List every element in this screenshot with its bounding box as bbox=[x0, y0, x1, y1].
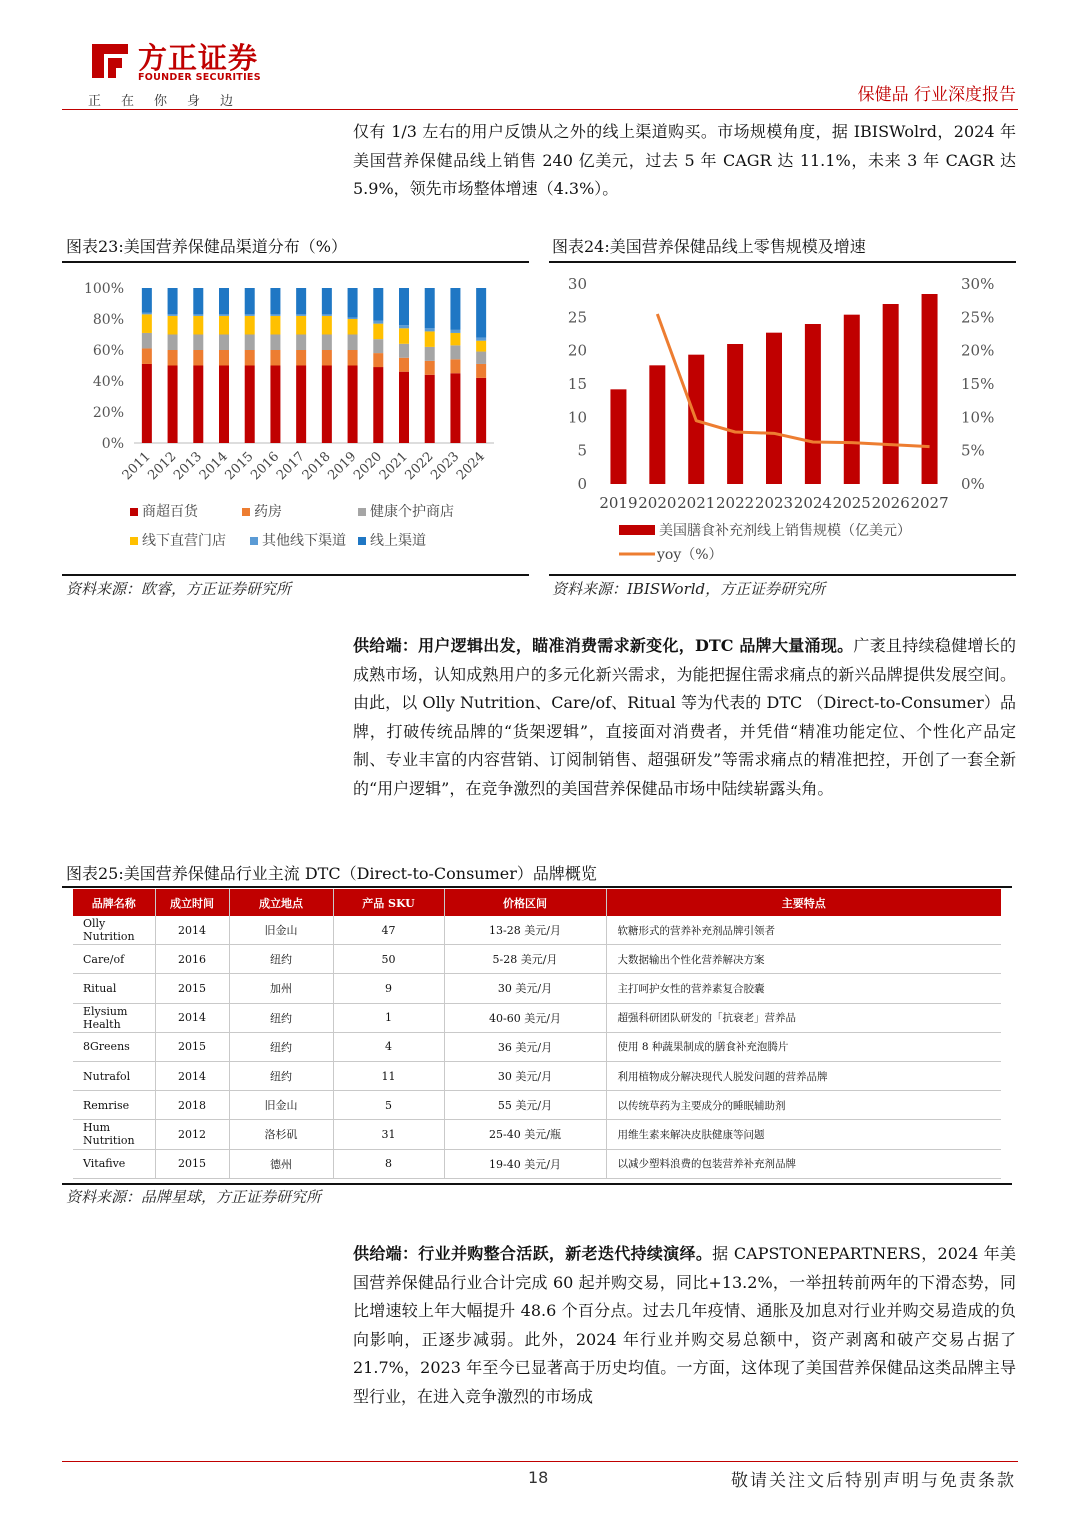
col-header-price: 价格区间 bbox=[444, 889, 606, 916]
cell-location: 纽约 bbox=[229, 1003, 333, 1032]
bar-segment bbox=[168, 314, 178, 316]
bar-segment bbox=[348, 350, 358, 366]
bar-segment bbox=[450, 373, 460, 443]
y-tick-label: 40% bbox=[92, 374, 124, 390]
x-tick-label: 2025 bbox=[832, 494, 871, 512]
y-tick-label: 20% bbox=[92, 405, 124, 421]
cell-sku: 8 bbox=[333, 1149, 444, 1178]
bar bbox=[610, 389, 626, 484]
legend-label: 健康个护商店 bbox=[370, 504, 454, 520]
bar-segment bbox=[193, 314, 203, 316]
cell-location: 旧金山 bbox=[229, 916, 333, 945]
y-tick-label-left: 10 bbox=[567, 408, 587, 427]
table-row bbox=[73, 974, 1001, 1003]
bar-segment bbox=[168, 288, 178, 314]
cell-location: 洛杉矶 bbox=[229, 1120, 333, 1149]
fig24-bar-line-chart bbox=[549, 266, 1016, 566]
cell-price: 30 美元/月 bbox=[444, 974, 606, 1003]
bar-segment bbox=[219, 366, 229, 444]
cell-location: 纽约 bbox=[229, 1061, 333, 1090]
bar bbox=[922, 294, 938, 484]
col-header-founded: 成立时间 bbox=[155, 889, 229, 916]
fig23-source: 资料来源：欧睿，方正证券研究所 bbox=[66, 580, 292, 598]
x-tick-label: 2011 bbox=[119, 449, 154, 484]
bar-segment bbox=[245, 314, 255, 316]
bar bbox=[766, 333, 782, 484]
legend-swatch bbox=[619, 525, 655, 535]
cell-price: 5-28 美元/月 bbox=[444, 945, 606, 974]
section2-body: 据 CAPSTONEPARTNERS，2024 年美国营养保健品行业合计完成 60 起并购交易，同比+13.2%，一举扭转前两年的下滑态势，同比增速较上年大幅提升 48.6 个百分点。过去几年疫情、通胀及加息对行业并购交易造成的负向影响，正逐步减弱。此外，2024 年行业并购交易总额中，资产剥离和破产交易占据了 21.7%，2023 年至今已显著高于历史均值。一方面，这体现了美国营养保健品这类品牌主导型行业，在进入竞争激烈的市场成 bbox=[353, 1244, 1016, 1406]
col-header-brand: 品牌名称 bbox=[73, 889, 155, 916]
legend-label: 线下直营门店 bbox=[142, 533, 226, 549]
y-tick-label-right: 15% bbox=[961, 375, 995, 393]
cell-sku: 50 bbox=[333, 945, 444, 974]
bar-segment bbox=[168, 335, 178, 351]
bar-segment bbox=[193, 366, 203, 444]
cell-features: 使用 8 种蔬果制成的膳食补充泡腾片 bbox=[606, 1032, 1001, 1061]
cell-price: 25-40 美元/瓶 bbox=[444, 1120, 606, 1149]
bar-segment bbox=[348, 335, 358, 351]
bar-segment bbox=[425, 361, 435, 375]
cell-sku: 9 bbox=[333, 974, 444, 1003]
fig23-stacked-bar-chart bbox=[62, 266, 529, 566]
brand-slogan: 正在你身边 bbox=[88, 94, 254, 109]
y-tick-label: 100% bbox=[83, 281, 124, 297]
legend-swatch bbox=[358, 537, 366, 545]
y-tick-label-left: 0 bbox=[577, 475, 587, 493]
fig25-bottom-rule bbox=[62, 1183, 1012, 1185]
section2-lead: 供给端：行业并购整合活跃，新老迭代持续演绎。 bbox=[353, 1244, 713, 1263]
cell-founded: 2015 bbox=[155, 1149, 229, 1178]
bar-segment bbox=[348, 288, 358, 317]
cell-location: 旧金山 bbox=[229, 1091, 333, 1120]
table-header-row bbox=[73, 889, 1001, 916]
fig24-title: 图表24:美国营养保健品线上零售规模及增速 bbox=[552, 237, 866, 256]
fig23-top-rule bbox=[62, 261, 529, 263]
cell-price: 13-28 美元/月 bbox=[444, 916, 606, 945]
bar bbox=[727, 344, 743, 484]
cell-location: 纽约 bbox=[229, 945, 333, 974]
bar-segment bbox=[399, 358, 409, 372]
cell-brand: Remrise bbox=[73, 1091, 155, 1120]
bar-segment bbox=[476, 364, 486, 378]
intro-paragraph: 仅有 1/3 左右的用户反馈从之外的线上渠道购买。市场规模角度，据 IBISWolrd，2024 年美国营养保健品线上销售 240 亿美元，过去 5 年 CAGR 达 11.1%，未来 3 年 CAGR 达 5.9%，领先市场整体增速（4.3%）。 bbox=[353, 122, 1016, 198]
bar-segment bbox=[348, 317, 358, 319]
bar-segment bbox=[373, 367, 383, 443]
bar-segment bbox=[348, 366, 358, 444]
bar-segment bbox=[193, 316, 203, 335]
bar-segment bbox=[373, 353, 383, 367]
cell-price: 40-60 美元/月 bbox=[444, 1003, 606, 1032]
bar-segment bbox=[322, 335, 332, 351]
fig23-title: 图表23:美国营养保健品渠道分布（%） bbox=[66, 237, 347, 256]
y-tick-label-left: 20 bbox=[567, 341, 587, 360]
x-tick-label: 2015 bbox=[222, 449, 257, 484]
bar-segment bbox=[142, 348, 152, 364]
bar-segment bbox=[193, 288, 203, 314]
bar-segment bbox=[219, 350, 229, 366]
y-tick-label-left: 25 bbox=[567, 308, 587, 327]
cell-sku: 1 bbox=[333, 1003, 444, 1032]
bar-segment bbox=[322, 366, 332, 444]
header-divider bbox=[62, 109, 1018, 110]
bar-segment bbox=[373, 288, 383, 321]
x-tick-label: 2020 bbox=[638, 494, 677, 512]
cell-brand: 8Greens bbox=[73, 1032, 155, 1061]
x-tick-label: 2021 bbox=[376, 449, 411, 484]
cell-brand: Ritual bbox=[73, 974, 155, 1003]
bar bbox=[883, 304, 899, 484]
cell-features: 大数据输出个性化营养解决方案 bbox=[606, 945, 1001, 974]
table-row bbox=[73, 1120, 1001, 1149]
bar-segment bbox=[219, 316, 229, 335]
bar-segment bbox=[296, 288, 306, 314]
bar-segment bbox=[296, 314, 306, 316]
y-tick-label: 0% bbox=[101, 436, 124, 452]
table-row bbox=[73, 1003, 1001, 1032]
fig24-top-rule bbox=[549, 261, 1016, 263]
legend-swatch bbox=[250, 537, 258, 545]
bar bbox=[805, 324, 821, 484]
x-tick-label: 2023 bbox=[754, 494, 794, 512]
cell-features: 利用植物成分解决现代人脱发问题的营养品牌 bbox=[606, 1061, 1001, 1090]
bar-segment bbox=[219, 335, 229, 351]
cell-features: 主打呵护女性的营养素复合胶囊 bbox=[606, 974, 1001, 1003]
legend-swatch bbox=[242, 508, 250, 516]
bar-segment bbox=[142, 314, 152, 333]
legend-swatch bbox=[130, 508, 138, 516]
fig25-top-rule bbox=[62, 886, 1012, 888]
bar-segment bbox=[193, 350, 203, 366]
x-tick-label: 2026 bbox=[871, 494, 910, 512]
bar-segment bbox=[296, 350, 306, 366]
legend-label: 药房 bbox=[254, 504, 282, 520]
bar-segment bbox=[450, 288, 460, 330]
bar-segment bbox=[322, 288, 332, 314]
bar-segment bbox=[296, 335, 306, 351]
bar-segment bbox=[322, 350, 332, 366]
bar-segment bbox=[373, 339, 383, 353]
bar-segment bbox=[425, 288, 435, 328]
bar-segment bbox=[296, 316, 306, 335]
legend-label: 美国膳食补充剂线上销售规模（亿美元） bbox=[659, 523, 911, 539]
bar-segment bbox=[168, 366, 178, 444]
x-tick-label: 2019 bbox=[599, 494, 638, 512]
x-tick-label: 2018 bbox=[299, 449, 334, 484]
cell-features: 以传统草药为主要成分的睡眠辅助剂 bbox=[606, 1091, 1001, 1120]
section1-lead: 供给端：用户逻辑出发，瞄准消费需求新变化，DTC 品牌大量涌现。 bbox=[353, 636, 854, 655]
cell-location: 纽约 bbox=[229, 1032, 333, 1061]
cell-sku: 31 bbox=[333, 1120, 444, 1149]
fig24-source: 资料来源：IBISWorld，方正证券研究所 bbox=[552, 580, 826, 598]
y-tick-label-right: 20% bbox=[961, 341, 995, 360]
bar-segment bbox=[399, 372, 409, 443]
x-tick-label: 2013 bbox=[171, 449, 206, 484]
bar-segment bbox=[245, 366, 255, 444]
report-category-label: 保健品 行业深度报告 bbox=[857, 85, 1016, 105]
table-row bbox=[73, 916, 1001, 945]
bar-segment bbox=[373, 324, 383, 340]
cell-founded: 2014 bbox=[155, 1061, 229, 1090]
bar-segment bbox=[142, 288, 152, 313]
x-tick-label: 2024 bbox=[793, 494, 832, 512]
cell-brand: Vitafive bbox=[73, 1149, 155, 1178]
legend-label: 线上渠道 bbox=[370, 533, 426, 549]
x-tick-label: 2027 bbox=[910, 494, 949, 512]
table-row bbox=[73, 1061, 1001, 1090]
x-tick-label: 2016 bbox=[248, 449, 283, 484]
fig25-source: 资料来源：品牌星球，方正证券研究所 bbox=[66, 1188, 322, 1206]
section2-paragraph bbox=[353, 1240, 1016, 1411]
bar-segment bbox=[270, 366, 280, 444]
cell-sku: 47 bbox=[333, 916, 444, 945]
bar-segment bbox=[245, 288, 255, 314]
y-tick-label: 80% bbox=[92, 312, 124, 328]
y-tick-label-right: 5% bbox=[961, 441, 985, 460]
bar-segment bbox=[219, 314, 229, 316]
y-tick-label-left: 30 bbox=[567, 275, 587, 293]
bar bbox=[844, 315, 860, 484]
x-tick-label: 2020 bbox=[351, 449, 386, 484]
cell-founded: 2015 bbox=[155, 1032, 229, 1061]
cell-sku: 5 bbox=[333, 1091, 444, 1120]
fig24-bottom-rule bbox=[549, 574, 1016, 576]
legend-swatch bbox=[130, 537, 138, 545]
bar-segment bbox=[322, 316, 332, 335]
legend-swatch bbox=[358, 508, 366, 516]
table-row bbox=[73, 1091, 1001, 1120]
cell-price: 30 美元/月 bbox=[444, 1061, 606, 1090]
page-number: 18 bbox=[528, 1468, 549, 1487]
bar-segment bbox=[425, 328, 435, 331]
bar-segment bbox=[476, 341, 486, 352]
bar-segment bbox=[399, 325, 409, 328]
x-tick-label: 2022 bbox=[716, 494, 755, 512]
footer-divider bbox=[62, 1461, 1018, 1462]
section1-paragraph bbox=[353, 632, 1016, 803]
bar-segment bbox=[348, 319, 358, 335]
bar-segment bbox=[270, 288, 280, 314]
bar-segment bbox=[476, 288, 486, 338]
bar-segment bbox=[450, 359, 460, 373]
legend-label: 商超百货 bbox=[142, 504, 198, 520]
bar-segment bbox=[425, 331, 435, 347]
bar-segment bbox=[270, 335, 280, 351]
x-tick-label: 2017 bbox=[273, 449, 308, 484]
bar-segment bbox=[399, 288, 409, 325]
bar-segment bbox=[142, 333, 152, 349]
cell-location: 加州 bbox=[229, 974, 333, 1003]
bar-segment bbox=[270, 314, 280, 316]
y-tick-label-right: 10% bbox=[961, 408, 995, 427]
founder-logo-mark bbox=[88, 38, 132, 82]
x-tick-label: 2021 bbox=[677, 494, 716, 512]
cell-founded: 2018 bbox=[155, 1091, 229, 1120]
bar-segment bbox=[245, 350, 255, 366]
x-tick-label: 2019 bbox=[325, 449, 360, 484]
cell-brand: Elysium Health bbox=[73, 1003, 155, 1032]
cell-founded: 2016 bbox=[155, 945, 229, 974]
bar-segment bbox=[476, 378, 486, 443]
col-header-features: 主要特点 bbox=[606, 889, 1001, 916]
cell-location: 德州 bbox=[229, 1149, 333, 1178]
cell-brand: Olly Nutrition bbox=[73, 916, 155, 945]
fig25-title: 图表25:美国营养保健品行业主流 DTC（Direct-to-Consumer）品牌概览 bbox=[66, 864, 597, 883]
x-tick-label: 2022 bbox=[402, 449, 437, 484]
bar-segment bbox=[296, 366, 306, 444]
bar-segment bbox=[450, 345, 460, 359]
y-tick-label-left: 5 bbox=[577, 441, 587, 460]
table-row bbox=[73, 1032, 1001, 1061]
section1-body: 广袤且持续稳健增长的成熟市场，认知成熟用户的多元化新兴需求，为能把握住需求痛点的新兴品牌提供发展空间。由此，以 Olly Nutrition、Care/of、Ritual 等为代表的 DTC （Direct-to-Consumer）品牌，打破传统品牌的“货架逻辑”，直接面对消费者，并凭借“精准功能定位、个性化产品定制、专业丰富的内容营销、订阅制销售、超强研发”等需求痛点的精准把控，开创了一套全新的“用户逻辑”，在竞争激烈的美国营养保健品市场中陆续崭露头角。 bbox=[353, 636, 1016, 798]
bar-segment bbox=[168, 350, 178, 366]
col-header-location: 成立地点 bbox=[229, 889, 333, 916]
bar-segment bbox=[245, 316, 255, 335]
cell-features: 以减少塑料浪费的包装营养补充剂品牌 bbox=[606, 1149, 1001, 1178]
y-tick-label: 60% bbox=[92, 343, 124, 359]
fig23-bottom-rule bbox=[62, 574, 529, 576]
bar-segment bbox=[476, 338, 486, 341]
bar-segment bbox=[450, 330, 460, 333]
cell-brand: Hum Nutrition bbox=[73, 1120, 155, 1149]
cell-brand: Nutrafol bbox=[73, 1061, 155, 1090]
bar-segment bbox=[450, 333, 460, 345]
cell-features: 软糖形式的营养补充剂品牌引领者 bbox=[606, 916, 1001, 945]
bar-segment bbox=[322, 314, 332, 316]
bar-segment bbox=[399, 328, 409, 344]
y-tick-label-right: 30% bbox=[961, 275, 995, 293]
cell-features: 用维生素来解决皮肤健康等问题 bbox=[606, 1120, 1001, 1149]
bar-segment bbox=[425, 347, 435, 361]
bar-segment bbox=[373, 321, 383, 324]
cell-price: 36 美元/月 bbox=[444, 1032, 606, 1061]
cell-features: 超强科研团队研发的「抗衰老」营养品 bbox=[606, 1003, 1001, 1032]
brand-name-en: FOUNDER SECURITIES bbox=[138, 72, 261, 83]
dtc-brand-table bbox=[73, 889, 1001, 1179]
bar-segment bbox=[270, 350, 280, 366]
brand-name-cn: 方正证券 bbox=[138, 41, 259, 75]
disclaimer-note: 敬请关注文后特别声明与免责条款 bbox=[731, 1471, 1016, 1491]
bar-segment bbox=[168, 316, 178, 335]
x-tick-label: 2014 bbox=[196, 449, 231, 484]
bar-segment bbox=[193, 335, 203, 351]
bar-segment bbox=[245, 335, 255, 351]
cell-founded: 2014 bbox=[155, 916, 229, 945]
bar-segment bbox=[270, 316, 280, 335]
bar-segment bbox=[399, 344, 409, 358]
cell-founded: 2012 bbox=[155, 1120, 229, 1149]
bar bbox=[649, 365, 665, 484]
cell-sku: 11 bbox=[333, 1061, 444, 1090]
legend-label: 其他线下渠道 bbox=[262, 533, 346, 549]
x-tick-label: 2023 bbox=[428, 449, 463, 484]
cell-brand: Care/of bbox=[73, 945, 155, 974]
cell-founded: 2014 bbox=[155, 1003, 229, 1032]
cell-founded: 2015 bbox=[155, 974, 229, 1003]
table-row bbox=[73, 1149, 1001, 1178]
bar-segment bbox=[142, 364, 152, 443]
bar-segment bbox=[142, 313, 152, 315]
y-tick-label-left: 15 bbox=[567, 375, 587, 393]
cell-sku: 4 bbox=[333, 1032, 444, 1061]
y-tick-label-right: 25% bbox=[961, 308, 995, 327]
bar-segment bbox=[219, 288, 229, 314]
y-tick-label-right: 0% bbox=[961, 475, 985, 493]
x-tick-label: 2012 bbox=[145, 449, 180, 484]
bar-segment bbox=[476, 352, 486, 364]
table-row bbox=[73, 945, 1001, 974]
legend-label: yoy（%） bbox=[657, 547, 723, 563]
cell-price: 55 美元/月 bbox=[444, 1091, 606, 1120]
x-tick-label: 2024 bbox=[453, 449, 488, 484]
cell-price: 19-40 美元/月 bbox=[444, 1149, 606, 1178]
col-header-sku: 产品 SKU bbox=[333, 889, 444, 916]
bar-segment bbox=[425, 375, 435, 443]
